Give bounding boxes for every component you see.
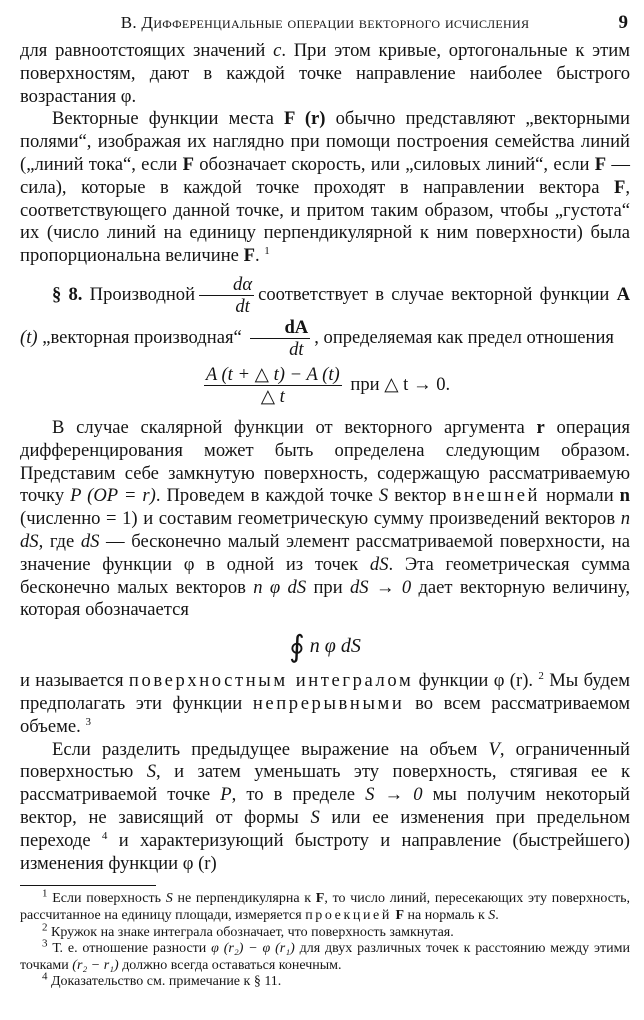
section-label: § 8.	[52, 283, 83, 305]
footnotes	[20, 887, 630, 991]
footnote-3: $^3$ Т. е. отношение разности φ (r₂) − φ (r₁) для двух различных точек к расстоянию между этими точками (r₂ − r₁) должно всегда оставаться конечным.	[20, 937, 630, 973]
paragraph-2: Векторные функции места F (r) обычно представляют „векторными полями“, изображая их наглядно при помощи построения семейства линий („линий тока“, если F обозначает скорость, или „силовых линий“, если F — сила), которые в каждой точке проходят в направлении вектора F, соответствующего данной точке, и притом таким образом, чтобы „густота“ их (число линий на единицу перпендикулярной к ним поверхности) была пропорциональна величине F. $^1$	[20, 108, 631, 267]
footnote-ref-1: 1	[264, 244, 270, 257]
derivative-fraction: $\frac{d\alpha}{dt}$	[199, 274, 254, 317]
limit-denominator: △ t	[260, 385, 285, 407]
paragraph-5: Если разделить предыдущее выражение на объем V, ограниченный поверхностью S, и затем уменьшать эту поверхность, стягивая ее к рассматриваемой точке P, то в пределе S → 0 мы получим некоторый вектор, не зависящий от формы S или ее изменения при предельном переходе $^4$ и характеризующий быстроту и направление (быстрейшего) изменения функции φ (r)	[20, 738, 630, 874]
page	[20, 6, 630, 991]
header-title: В. Дифференциальные операции векторного исчисления	[120, 13, 530, 32]
vector-derivative-fraction: $\frac{dA}{dt}$	[250, 317, 310, 360]
paragraph-1: для равноотстоящих значений c. При этом кривые, ортогональные к этим поверхностям, дают в каждой точке направление наиболее быстрого возрастания φ.	[20, 40, 631, 107]
footnote-divider	[20, 885, 156, 886]
footnote-2: $^2$ Кружок на знаке интеграла обозначает, что поверхность замкнутая.	[42, 920, 454, 940]
limit-suffix: при △ t → 0.	[350, 373, 451, 395]
integrand: n φ dS	[309, 635, 361, 658]
contour-integral-sign: ∮	[289, 630, 305, 664]
running-header	[20, 6, 630, 40]
surface-integral-formula	[20, 624, 630, 668]
section-8-paragraph: § 8. Производной $\frac{d\alpha}{dt}$ соответствует в случае векторной функции A (t) „векторная производная“ $\frac{dA}{dt}$ , определяемая как предел отношения	[20, 273, 631, 360]
footnote-4: $^4$ Доказательство см. примечание к § 11.	[42, 970, 282, 990]
paragraph-4: и называется поверхностным интегралом функции φ (r). $^2$ Мы будем предполагать эти функции непрерывными во всем рассматриваемом объеме. $^3$	[20, 669, 630, 737]
limit-numerator: A (t + △ t) − A (t)	[205, 363, 340, 385]
limit-formula	[20, 364, 630, 407]
footnote-1: $^1$ Если поверхность S не перпендикулярна к F, то число линий, пересекающих эту поверхность, рассчитанное на единицу площади, измеряется проекцией F на нормаль к S.	[20, 887, 630, 923]
paragraph-3: В случае скалярной функции от векторного аргумента r операция дифференцирования может быть определена следующим образом. Представим себе замкнутую поверхность, содержащую рассматриваемую точку P (OP = r). Проведем в каждой точке S вектор внешней нормали n (численно = 1) и составим геометрическую сумму произведений векторов n dS, где dS — бесконечно малый элемент рассматриваемой поверхности, на значение функции φ в одной из точек dS. Эта геометрическая сумма бесконечно малых векторов n φ dS при dS → 0 дает векторную величину, которая обозначается	[20, 416, 631, 621]
page-number: 9	[618, 12, 628, 33]
